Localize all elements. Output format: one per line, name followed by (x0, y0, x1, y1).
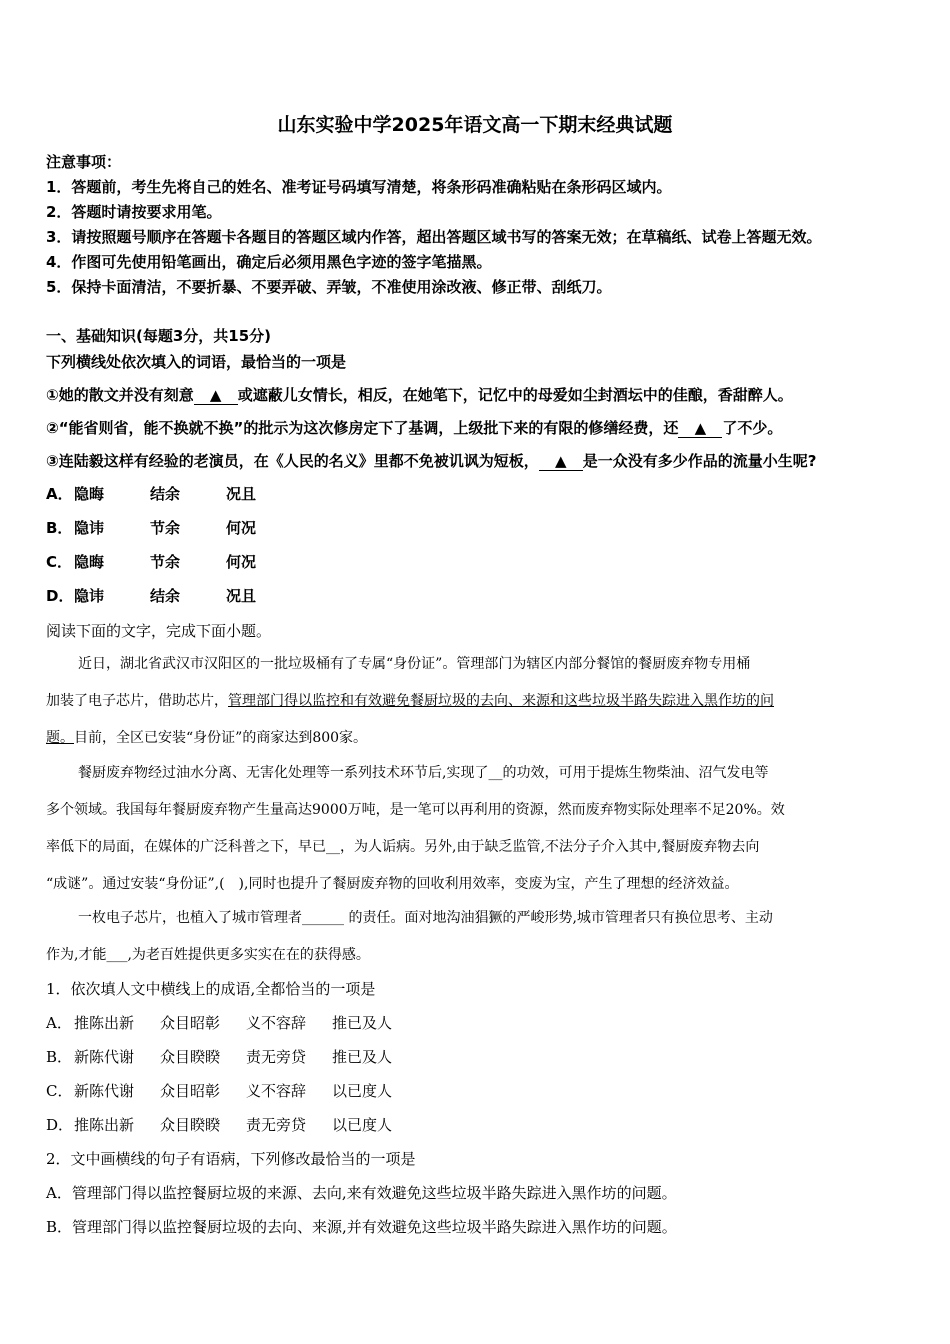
question-1-stem: 1．依次填人文中横线上的成语,全都恰当的一项是 (46, 980, 376, 998)
option-word: 隐讳 (74, 587, 105, 605)
option-word: 以已度人 (332, 1116, 393, 1134)
sentence-1 (46, 385, 793, 405)
reading-intro: 阅读下面的文字，完成下面小题。 (46, 622, 272, 640)
blank-mark: ▲ (194, 387, 238, 405)
passage-line: 近日，湖北省武汉市汉阳区的一批垃圾桶有了专属“身份证”。管理部门为辖区内部分餐馆的餐厨废弃物专用桶 (78, 656, 751, 672)
option-letter: D． (46, 587, 74, 605)
option-c (46, 552, 256, 572)
option-word: 责无旁贷 (246, 1048, 307, 1066)
passage-line: 一枚电子芯片，也植入了城市管理者______ 的责任。面对地沟油猖獗的严峻形势,城市管理者只有换位思考、主动 (78, 910, 773, 926)
sentence-2-pre: ②“能省则省，能不换就不换”的批示为这次修房定下了基调，上级批下来的有限的修缮经费，还 (46, 419, 679, 437)
option-word: 义不容辞 (246, 1082, 307, 1100)
blank-mark: ▲ (539, 453, 583, 471)
passage-text: 加装了电子芯片，借助芯片， (46, 693, 228, 709)
passage-line: “成谜”。通过安装“身份证”,( ),同时也提升了餐厨废弃物的回收利用效率，变废为宝，产生了理想的经济效益。 (46, 876, 739, 892)
option-letter: D． (46, 1116, 74, 1134)
option-word: 隐晦 (74, 485, 105, 503)
option-a (46, 484, 256, 504)
option-word: 责无旁贷 (246, 1116, 307, 1134)
question-2-stem: 2．文中画横线的句子有语病，下列修改最恰当的一项是 (46, 1150, 416, 1168)
sentence-3-post: 是一众没有多少作品的流量小生呢? (582, 452, 817, 470)
option-letter: C． (46, 553, 73, 571)
option-d (46, 586, 256, 606)
section1-stem: 下列横线处依次填入的词语，最恰当的一项是 (46, 353, 347, 371)
passage-line (46, 728, 367, 748)
option-word: 结余 (150, 485, 181, 503)
passage-text: 目前，全区已安装“身份证”的商家达到800家。 (74, 730, 368, 746)
option-word: 众目睽睽 (160, 1048, 221, 1066)
section1-heading: 一、基础知识(每题3分，共15分) (46, 327, 272, 345)
option-word: 何况 (226, 519, 257, 537)
q1-option-a (46, 1013, 392, 1033)
option-letter: B． (46, 1048, 73, 1066)
notice-item: 3．请按照题号顺序在答题卡各题目的答题区域内作答，超出答题区域书写的答案无效；在草稿纸、试卷上答题无效。 (46, 228, 822, 246)
passage-line: 多个领域。我国每年餐厨废弃物产生量高达9000万吨，是一笔可以再利用的资源，然而废弃物实际处理率不足20%。效 (46, 802, 785, 818)
sentence-1-pre: ①她的散文并没有刻意 (46, 386, 194, 404)
option-letter: C． (46, 1082, 73, 1100)
sentence-2 (46, 418, 782, 438)
option-word: 众目睽睽 (160, 1116, 221, 1134)
option-word: 推陈出新 (74, 1014, 135, 1032)
q1-option-b (46, 1047, 392, 1067)
option-letter: B． (46, 519, 73, 537)
notice-item: 1．答题前，考生先将自己的姓名、准考证号码填写清楚，将条形码准确粘贴在条形码区域内。 (46, 178, 672, 196)
option-word: 众目昭彰 (160, 1014, 221, 1032)
option-word: 以已度人 (332, 1082, 393, 1100)
sentence-3 (46, 451, 816, 471)
option-word: 推已及人 (332, 1048, 393, 1066)
sentence-3-pre: ③连陆毅这样有经验的老演员，在《人民的名义》里都不免被讥讽为短板， (46, 452, 539, 470)
passage-line: 率低下的局面，在媒体的广泛科普之下，早已__，为人诟病。另外,由于缺乏监管,不法分子介入其中,餐厨废弃物去向 (46, 839, 760, 855)
q1-option-c (46, 1081, 392, 1101)
passage-line (46, 691, 774, 711)
option-word: 义不容辞 (246, 1014, 307, 1032)
option-word: 推陈出新 (74, 1116, 135, 1134)
underlined-sentence: 管理部门得以监控和有效避免餐厨垃圾的去向、来源和这些垃圾半路失踪进入黑作坊的问 (228, 693, 774, 709)
sentence-2-post: 了不少。 (722, 419, 783, 437)
page-title: 山东实验中学2025年语文高一下期末经典试题 (277, 114, 673, 136)
option-letter: A． (46, 485, 73, 503)
option-word: 众目昭彰 (160, 1082, 221, 1100)
option-word: 况且 (226, 587, 257, 605)
notice-item: 4．作图可先使用铅笔画出，确定后必须用黑色字迹的签字笔描黑。 (46, 253, 492, 271)
option-word: 新陈代谢 (74, 1048, 135, 1066)
underlined-sentence: 题。 (46, 730, 74, 746)
option-word: 隐讳 (74, 519, 105, 537)
option-word: 新陈代谢 (74, 1082, 135, 1100)
option-b (46, 518, 256, 538)
notice-item: 5．保持卡面清洁，不要折暴、不要弄破、弄皱，不准使用涂改液、修正带、刮纸刀。 (46, 278, 612, 296)
notice-heading: 注意事项： (46, 153, 122, 171)
option-word: 隐晦 (74, 553, 105, 571)
option-word: 节余 (150, 553, 181, 571)
passage-line: 餐厨废弃物经过油水分离、无害化处理等一系列技术环节后,实现了__的功效，可用于提炼生物柴油、沼气发电等 (78, 765, 769, 781)
option-word: 况且 (226, 485, 257, 503)
option-word: 推已及人 (332, 1014, 393, 1032)
option-letter: A． (46, 1014, 72, 1032)
option-word: 结余 (150, 587, 181, 605)
option-word: 节余 (150, 519, 181, 537)
q2-option-b: B．管理部门得以监控餐厨垃圾的去向、来源,并有效避免这些垃圾半路失踪进入黑作坊的问题。 (46, 1218, 677, 1236)
notice-item: 2．答题时请按要求用笔。 (46, 203, 222, 221)
blank-mark: ▲ (678, 420, 722, 438)
q1-option-d (46, 1115, 392, 1135)
option-word: 何况 (226, 553, 257, 571)
sentence-1-post: 或遮蔽儿女情长，相反，在她笔下，记忆中的母爱如尘封酒坛中的佳酿，香甜醉人。 (237, 386, 793, 404)
passage-line: 作为,才能___,为老百姓提供更多实实在在的获得感。 (46, 947, 370, 963)
q2-option-a: A．管理部门得以监控餐厨垃圾的来源、去向,来有效避免这些垃圾半路失踪进入黑作坊的问题。 (46, 1184, 677, 1202)
